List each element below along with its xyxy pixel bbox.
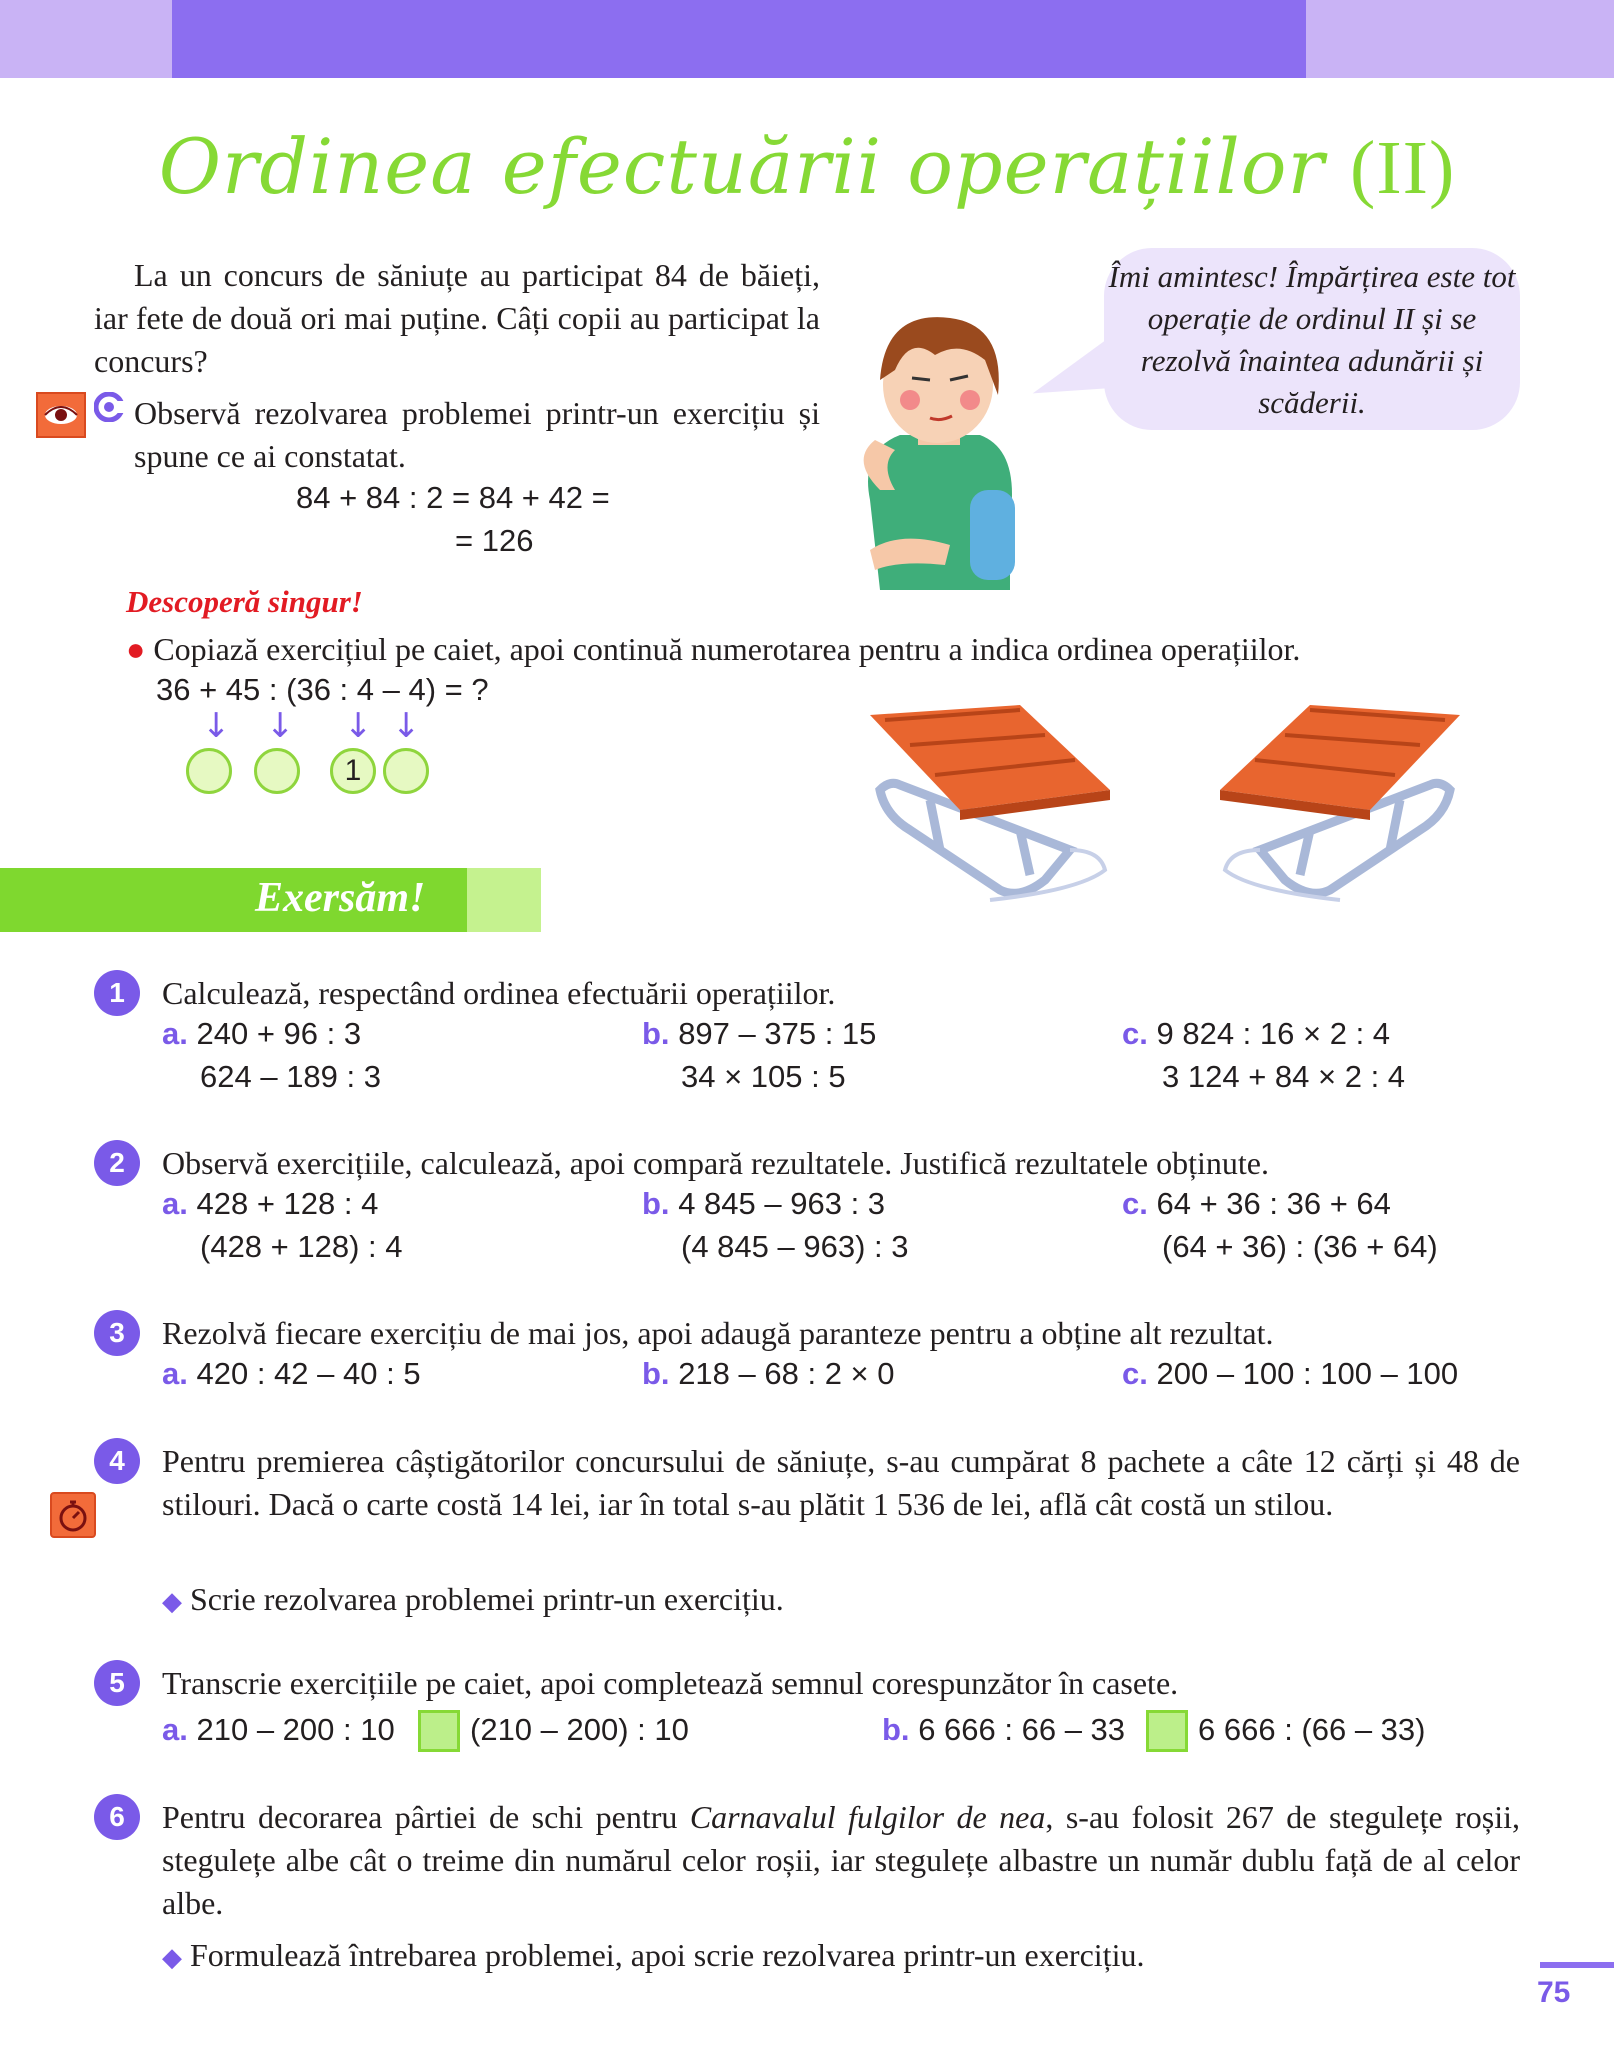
order-circle-filled: 1 <box>330 748 376 794</box>
exercise-number: 4 <box>94 1438 140 1484</box>
header-band-right <box>1306 0 1614 78</box>
exercise-item-b2: 34 × 105 : 5 <box>681 1059 846 1094</box>
down-arrow-icon: ↓ <box>344 706 373 746</box>
order-circle <box>254 748 300 794</box>
exercise-item-a: a. 210 – 200 : 10 <box>162 1712 395 1747</box>
exercise-number: 5 <box>94 1660 140 1706</box>
exercise-task-text: Formulează întrebarea problemei, apoi scrie rezolvarea printr-un exercițiu. <box>190 1937 1145 1973</box>
exercise-item-a: a. 420 : 42 – 40 : 5 <box>162 1356 421 1391</box>
discover-instruction <box>126 628 1526 671</box>
discover-instruction-text: Copiază exercițiul pe caiet, apoi continuă numerotarea pentru a indica ordinea operațiilor. <box>153 631 1301 667</box>
exercise-item-a-right: (210 – 200) : 10 <box>470 1712 689 1747</box>
exercise-item-c2: (64 + 36) : (36 + 64) <box>1162 1229 1438 1264</box>
page-number: 75 <box>1537 1976 1571 2009</box>
speech-bubble: Îmi amintesc! Împărțirea este tot operație de ordinul II și se rezolvă înaintea adunării și scăderii. <box>1104 248 1520 430</box>
order-circle <box>383 748 429 794</box>
page-title: Ordinea efectuării operațiilor (II) <box>158 122 1456 211</box>
diamond-bullet-icon: ◆ <box>162 1587 182 1616</box>
exercise-text: Observă exercițiile, calculează, apoi compară rezultatele. Justifică rezultatele obținute. <box>162 1145 1269 1181</box>
header-band-left <box>0 0 172 78</box>
down-arrow-icon: ↓ <box>266 706 295 746</box>
page-number-bar <box>1540 1962 1614 1968</box>
exercise-item-c: c. 64 + 36 : 36 + 64 <box>1122 1186 1391 1221</box>
exercise-task <box>162 1578 784 1623</box>
exercise-task <box>162 1934 1144 1979</box>
exercise-item-a: a. 240 + 96 : 3 <box>162 1016 362 1051</box>
exercise-item-c2: 3 124 + 84 × 2 : 4 <box>1162 1059 1406 1094</box>
sled-illustration <box>1190 700 1460 910</box>
exercise-heading: Exersăm! <box>255 875 426 921</box>
exercise-item-a: a. 428 + 128 : 4 <box>162 1186 379 1221</box>
boy-illustration <box>840 300 1040 590</box>
exercise-item-b: b. 4 845 – 963 : 3 <box>642 1186 886 1221</box>
answer-box[interactable] <box>418 1710 460 1752</box>
exercise-number: 3 <box>94 1310 140 1356</box>
exercise-item-c: c. 200 – 100 : 100 – 100 <box>1122 1356 1459 1391</box>
stopwatch-icon <box>50 1492 96 1538</box>
exercise-task-text: Scrie rezolvarea problemei printr-un exercițiu. <box>190 1581 784 1617</box>
intro-observe: Observă rezolvarea problemei printr-un exercițiu și spune ce ai constatat. <box>134 395 820 474</box>
exercise-text: Pentru premierea câștigătorilor concursului de săniuțe, s-au cumpărat 8 pachete a câte 12 cărți și 48 de stilouri. Dacă o carte costă 14 lei, iar în total s-au plătit 1 536 de lei, află cât costă un stilou. <box>162 1443 1520 1522</box>
answer-box[interactable] <box>1146 1710 1188 1752</box>
down-arrow-icon: ↓ <box>202 706 231 746</box>
discover-expression: 36 + 45 : (36 : 4 – 4) = ? <box>156 672 489 707</box>
exercise-item-a2: (428 + 128) : 4 <box>200 1229 403 1264</box>
diamond-bullet-icon: ◆ <box>162 1943 182 1972</box>
exercise-text: Pentru decorarea pârtiei de schi pentru Carnavalul fulgilor de nea, s-au folosit 267 de stegulețe roșii, stegulețe albe cât o treime din numărul celor roșii, iar stegulețe albastre un număr dublu față de al celor albe. <box>162 1799 1521 1921</box>
header-band <box>172 0 1306 78</box>
exercise-number: 6 <box>94 1794 140 1840</box>
exercise-number: 1 <box>94 970 140 1016</box>
exercise-item-b: b. 6 666 : 66 – 33 <box>882 1712 1126 1747</box>
exercise-item-a2: 624 – 189 : 3 <box>200 1059 381 1094</box>
c-circle-icon <box>94 392 124 422</box>
intro-problem: La un concurs de săniuțe au participat 84 de băieți, iar fete de două ori mai puține. Câți copii au participat la concurs? <box>94 257 820 379</box>
exercise-item-b: b. 218 – 68 : 2 × 0 <box>642 1356 895 1391</box>
intro-calc-line2: = 126 <box>455 523 534 558</box>
discover-heading: Descoperă singur! <box>126 584 363 619</box>
exercise-text: Rezolvă fiecare exercițiu de mai jos, apoi adaugă paranteze pentru a obține alt rezultat. <box>162 1315 1274 1351</box>
eye-icon <box>36 392 86 438</box>
exercise-item-b2: (4 845 – 963) : 3 <box>681 1229 909 1264</box>
exercise-text: Calculează, respectând ordinea efectuării operațiilor. <box>162 975 836 1011</box>
exercise-item-c: c. 9 824 : 16 × 2 : 4 <box>1122 1016 1391 1051</box>
order-circle <box>186 748 232 794</box>
red-bullet-icon: ● <box>126 631 154 667</box>
down-arrow-icon: ↓ <box>392 706 421 746</box>
exercise-item-b: b. 897 – 375 : 15 <box>642 1016 877 1051</box>
intro-calc-line1: 84 + 84 : 2 = 84 + 42 = <box>296 480 610 515</box>
exercise-item-b-right: 6 666 : (66 – 33) <box>1198 1712 1426 1747</box>
exercise-heading-bar-end <box>467 868 541 932</box>
exercise-number: 2 <box>94 1140 140 1186</box>
sled-illustration <box>870 700 1140 910</box>
exercise-text: Transcrie exercițiile pe caiet, apoi completează semnul corespunzător în casete. <box>162 1665 1179 1701</box>
